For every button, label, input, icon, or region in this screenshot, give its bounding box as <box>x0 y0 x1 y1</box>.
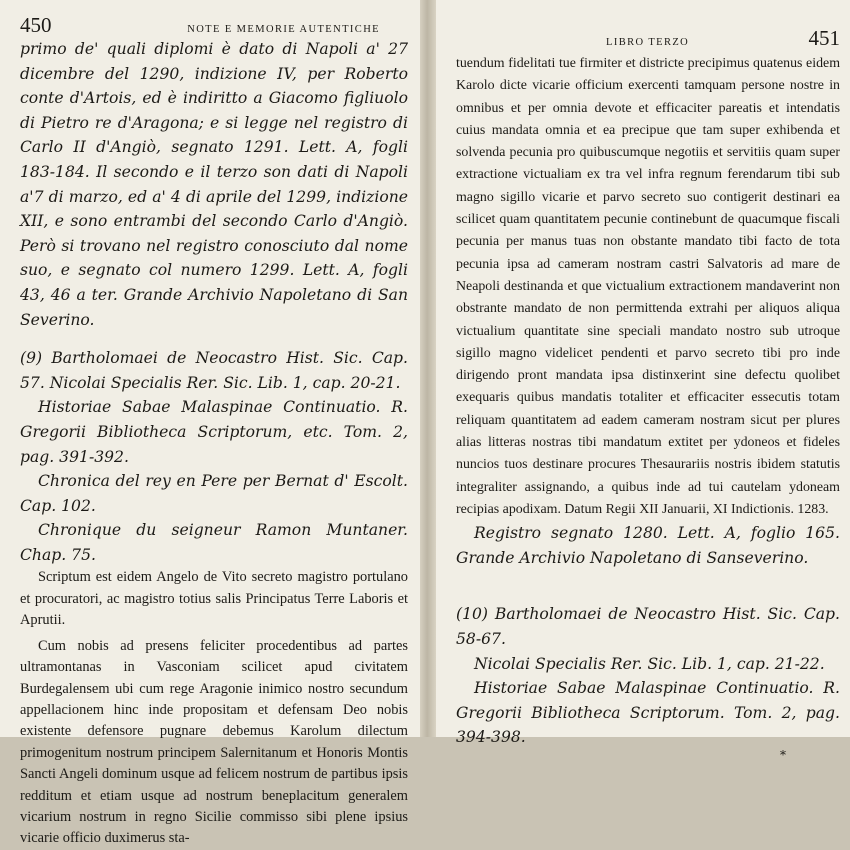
note-10-specialis: Nicolai Specialis Rer. Sic. Lib. 1, cap. 21-22. <box>474 654 825 673</box>
running-header-right <box>456 26 840 51</box>
right-page <box>436 0 850 762</box>
book-gutter <box>420 0 436 737</box>
running-title-left: NOTE E MEMORIE AUTENTICHE <box>187 24 380 35</box>
signature-mark: * <box>780 747 786 762</box>
left-page <box>0 0 420 847</box>
note-10-malaspina: Historiae Sabae Malaspinae Continuatio. R. Gregorii Bibliotheca Scriptorum. Tom. 2, pag. 394-398. <box>456 679 840 747</box>
paragraph-diplomi: primo de' quali diplomi è dato di Napoli a' 27 dicembre del 1290, indizione IV, per Roberto conte d'Artois, ed è indiritto a Giacomo figliuolo di Pietro re d'Aragona; e si legge nel registro di Carlo II d'Angiò, segnato 1291. Lett. A, fogli 183-184. Il secondo e il terzo son dati di Napoli a'7 di marzo, ed a' 4 di aprile del 1299, indizione XII, e sono entrambi del secondo Carlo d'Angiò. Però si trovano nel registro conosciuto dal nome suo, e segnato col numero 1299. Lett. A, fogli 43, 46 a ter. Grande Archivio Napoletano di San Severino. <box>20 40 408 329</box>
page-number-right: 451 <box>808 26 840 50</box>
latin-cum-nobis: Cum nobis ad presens feliciter procedentibus ad partes ultramontanas in Vasconiam scilicet apud civitatem Burdegalensem ubi cum rege Aragonie inimico nostro secundum appellacionem hinc inde propositam et defensam Deo nobis existente defensore pugnare debemus Karolum dilectum primogenitum nostrum principem Salernitanum et Honoris Montis Sancti Angeli dominum usque ad felicem nostrum de partibus ipsis redditum et etiam usque ad nostrum beneplacitum generalem vicarium nostrum in regno Sicilie commisso sibi plene ipsius vicarie officio duximerus sta- <box>20 637 408 847</box>
note-9-neocastro: (9) Bartholomaei de Neocastro Hist. Sic. Cap. 57. Nicolai Specialis Rer. Sic. Lib. 1, cap. 20-21. <box>20 349 408 392</box>
latin-continuation: tuendum fidelitati tue firmiter et districte precipimus quatenus eidem Karolo dicte vicarie officium exercenti tamquam persone nostre in omnibus et per omnia devote et efficaciter pareatis et intendatis cuius mandata omnia et ea precipue que tam super exhibenda et solvenda pecunia pro quibuscumque negotiis et servitiis quam super extractione victualiam ex tra vel infra regnum ferendarum tibi sub magno sigillo vicarie et parvo secreto suo contigerit destinari ea scilicet quam quantitatem pecunie continebunt de quacumque fiscali pecunia per manus tuas non obstante mandato tibi facto de tota pecunia ipsa ad cameram nostram castri Salvatoris ad mare de Neapoli destinanda et que victualium extractionem mandaverint non obstrante mandato de non permittenda extrahi per aliquos aliqua victualium quantitate sine speciali mandato nostro sub utroque sigillo magno videlicet pendenti et parvo secreto tibi pro inde dirigendo pront mandata ipsa distinxerint sine defectu quolibet exequaris quibus mandatis totaliter et efficaciter essecutis totam reliquam quantitatem ad eadem cameram nostram sicut per plures alias litteras nostras tibi mandatum extitet per ydoneos et fideles nuncios tuos destinare procures Thesaurariis nostris ibidem statutis integraliter assignando, a quibus inde ad tui cautelam ydoneam recipias apodixam. Datum Regii XII Januarii, XI Indictionis. 1283. <box>456 56 840 517</box>
running-title-right: LIBRO TERZO <box>606 37 690 48</box>
note-9-chronica: Chronica del rey en Pere per Bernat d' Escolt. Cap. 102. <box>20 472 408 515</box>
page-number-left: 450 <box>20 13 52 37</box>
note-9-malaspina: Historiae Sabae Malaspinae Continuatio. R. Gregorii Bibliotheca Scriptorum, etc. Tom. 2, pag. 391-392. <box>20 398 408 466</box>
note-9-muntaner: Chronique du seigneur Ramon Muntaner. Chap. 75. <box>20 521 408 564</box>
running-header-left <box>20 13 408 38</box>
note-10-neocastro: (10) Bartholomaei de Neocastro Hist. Sic. Cap. 58-67. <box>456 605 840 649</box>
latin-scriptum: Scriptum est eidem Angelo de Vito secreto magistro portulano et procuratori, ac magistro totius salis Principatus Terre Laboris et Aprutii. <box>20 569 408 629</box>
registro-citation: Registro segnato 1280. Lett. A, foglio 165. Grande Archivio Napoletano di Sanseverino. <box>456 524 840 567</box>
